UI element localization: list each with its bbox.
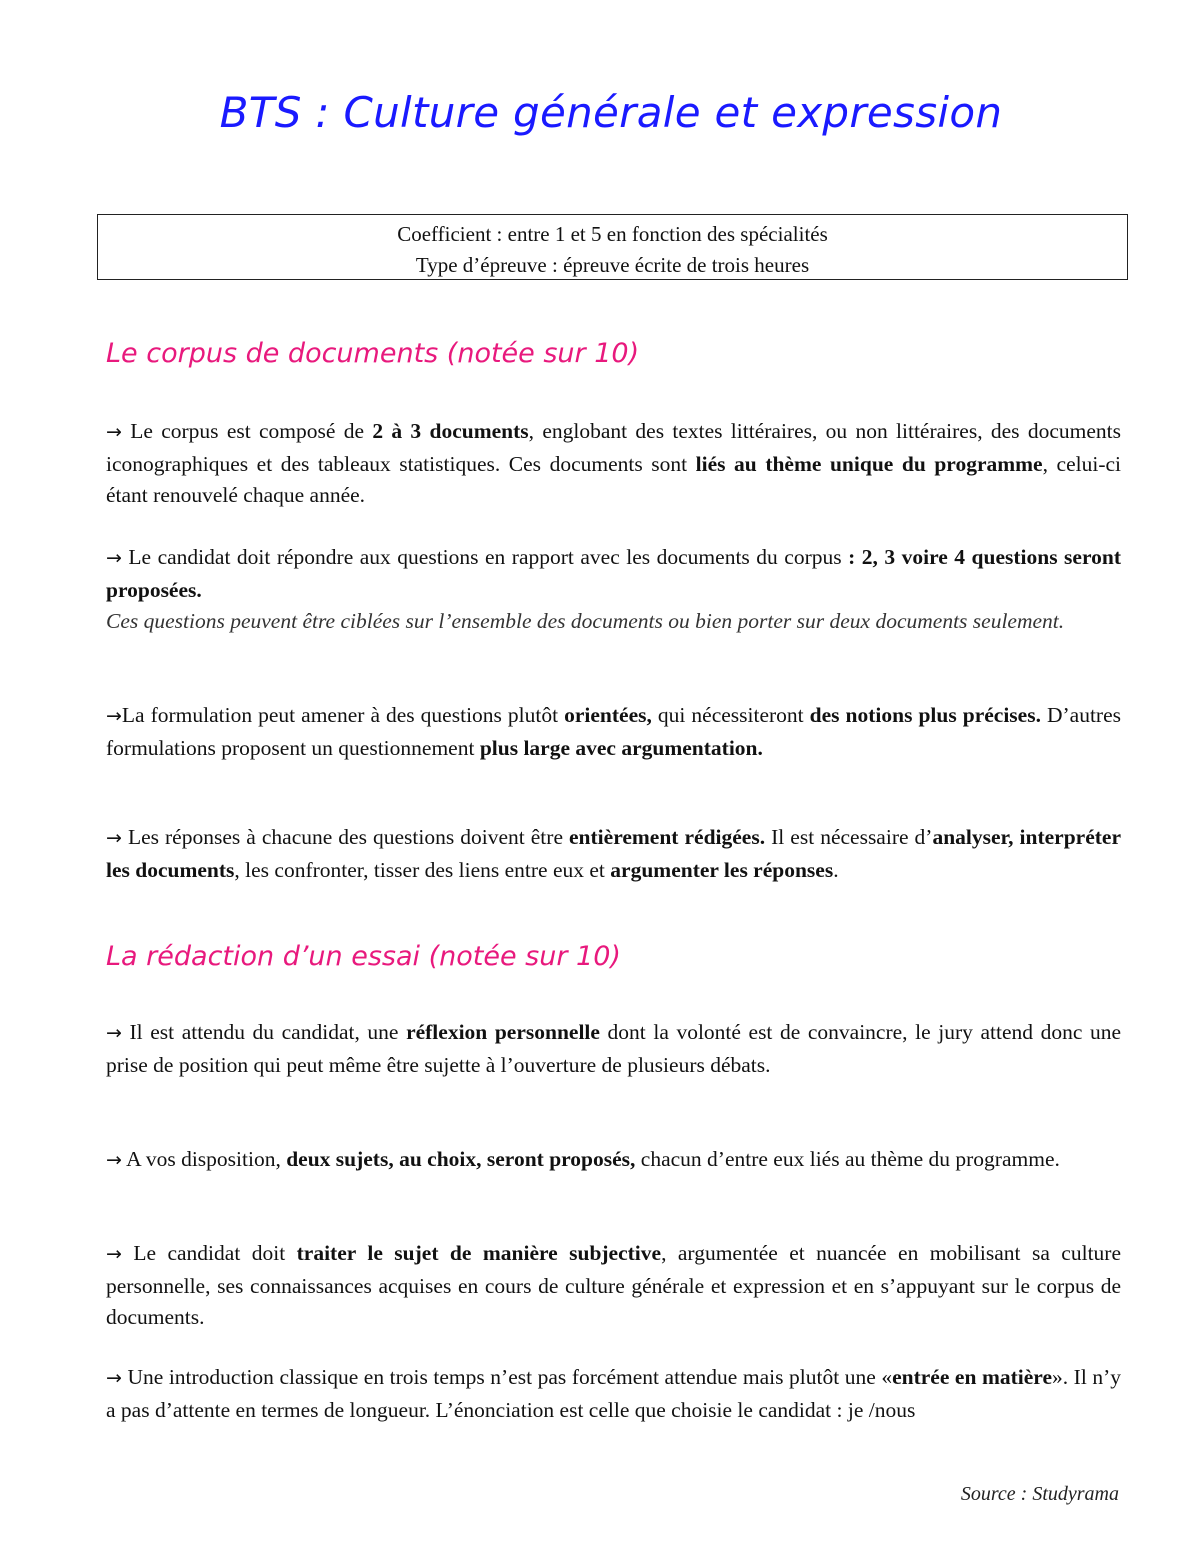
arrow-icon: → <box>106 705 122 727</box>
arrow-icon: → <box>106 1243 122 1265</box>
arrow-icon: → <box>106 547 122 569</box>
exam-type-line: Type d’épreuve : épreuve écrite de trois heures <box>415 253 810 277</box>
source-credit: Source : Studyrama <box>960 1483 1119 1505</box>
corpus-paragraph-1: → Le corpus est composé de 2 à 3 documents, englobant des textes littéraires, ou non littéraires, des documents iconographiques et des tableaux statistiques. Ces documents sont liés au thème unique du programme, celui-ci étant renouvelé chaque année. <box>106 419 1121 507</box>
arrow-icon: → <box>106 421 122 443</box>
essay-paragraph-4: → Une introduction classique en trois temps n’est pas forcément attendue mais plutôt une «entrée en matière». Il n’y a pas d’attente en termes de longueur. L’énonciation est celle que choisie le candidat : je /nous <box>106 1365 1121 1422</box>
essay-paragraph-2: → A vos disposition, deux sujets, au choix, seront proposés, chacun d’entre eux liés au thème du programme. <box>106 1147 1060 1171</box>
arrow-icon: → <box>106 1149 122 1171</box>
section-heading-corpus: Le corpus de documents (notée sur 10) <box>106 338 640 369</box>
essay-paragraph-1: → Il est attendu du candidat, une réflexion personnelle dont la volonté est de convaincre, le jury attend donc une prise de position qui peut même être sujette à l’ouverture de plusieurs débats. <box>106 1020 1121 1077</box>
section-heading-essay: La rédaction d’un essai (notée sur 10) <box>106 941 621 972</box>
exam-info-box <box>97 214 1128 280</box>
arrow-icon: → <box>106 1022 122 1044</box>
corpus-paragraph-3: →La formulation peut amener à des questions plutôt orientées, qui nécessiteront des notions plus précises. D’autres formulations proposent un questionnement plus large avec argumentation. <box>106 703 1121 760</box>
arrow-icon: → <box>106 1367 122 1389</box>
corpus-paragraph-4: → Les réponses à chacune des questions doivent être entièrement rédigées. Il est nécessaire d’analyser, interpréter les documents, les confronter, tisser des liens entre eux et argumenter les réponses. <box>106 825 1121 882</box>
corpus-paragraph-2: → Le candidat doit répondre aux questions en rapport avec les documents du corpus : 2, 3 voire 4 questions seront proposées. Ces questions peuvent être ciblées sur l’ensemble des documents ou bien porter sur deux documents seulement. <box>106 542 1121 638</box>
coefficient-line: Coefficient : entre 1 et 5 en fonction des spécialités <box>397 222 828 246</box>
essay-paragraph-3: → Le candidat doit traiter le sujet de manière subjective, argumentée et nuancée en mobilisant sa culture personnelle, ses connaissances acquises en cours de culture générale et expression et en s’appuyant sur le corpus de documents. <box>106 1241 1121 1329</box>
arrow-icon: → <box>106 827 122 849</box>
corpus-questions-note: Ces questions peuvent être ciblées sur l’ensemble des documents ou bien porter sur deux documents seulement. <box>106 609 1065 633</box>
page-title: BTS : Culture générale et expression <box>219 88 1003 137</box>
